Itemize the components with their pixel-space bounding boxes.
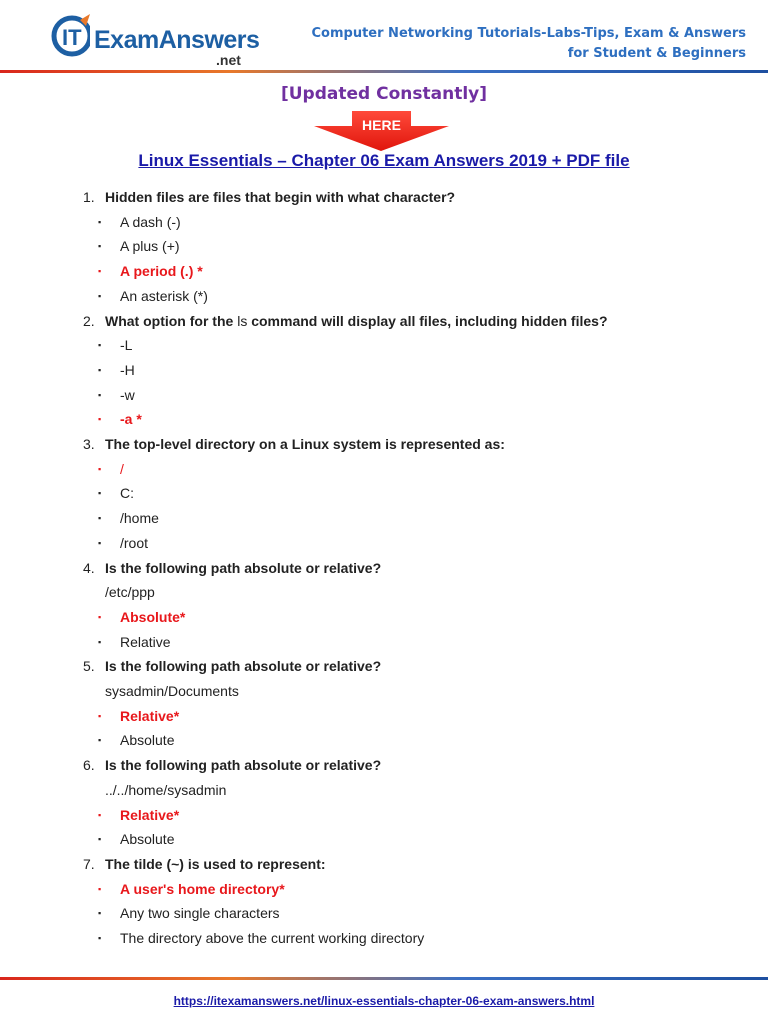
question-list xyxy=(80,185,720,951)
option-text: Any two single characters xyxy=(120,905,280,922)
question-4 xyxy=(80,556,720,581)
question-text-end: command will display all files, including hidden files? xyxy=(247,312,608,329)
option-text: /root xyxy=(120,534,149,551)
title-link[interactable]: Linux Essentials – Chapter 06 Exam Answers 2019 + PDF file xyxy=(138,151,630,170)
question-text: Is the following path absolute or relative? xyxy=(105,559,382,576)
correct-answer-option xyxy=(80,877,720,902)
question-command: ls xyxy=(237,312,248,329)
square-bullet-icon: ▪ xyxy=(98,710,102,721)
square-bullet-icon: ▪ xyxy=(98,611,102,622)
question-stem: /etc/ppp xyxy=(105,584,155,601)
answer-option xyxy=(80,827,720,852)
option-text: An asterisk (*) xyxy=(120,287,208,304)
logo-it-text: IT xyxy=(62,25,82,50)
option-text: -L xyxy=(120,337,133,354)
square-bullet-icon: ▪ xyxy=(98,513,102,524)
answer-option xyxy=(80,383,720,408)
square-bullet-icon: ▪ xyxy=(98,735,102,746)
option-text: -a * xyxy=(120,411,142,428)
question-text: The top-level directory on a Linux system is represented as: xyxy=(105,436,505,453)
answer-option xyxy=(80,506,720,531)
option-text: /home xyxy=(120,510,159,527)
square-bullet-icon: ▪ xyxy=(98,216,102,227)
option-text: A period (.) * xyxy=(120,263,203,280)
correct-answer-option xyxy=(80,605,720,630)
answer-option xyxy=(80,901,720,926)
question-text: Is the following path absolute or relative? xyxy=(105,757,382,774)
square-bullet-icon: ▪ xyxy=(98,636,102,647)
option-text: C: xyxy=(120,485,134,502)
question-text: Is the following path absolute or relative? xyxy=(105,658,382,675)
question-stem: sysadmin/Documents xyxy=(105,683,239,700)
question-number: 6. xyxy=(83,757,95,774)
correct-answer-option xyxy=(80,457,720,482)
question-5 xyxy=(80,654,720,679)
question-text: What option for the xyxy=(105,312,238,329)
option-text: / xyxy=(120,460,124,477)
square-bullet-icon: ▪ xyxy=(98,414,102,425)
option-text: -H xyxy=(120,361,135,378)
question-number: 3. xyxy=(83,436,95,453)
question-stem: ../../home/sysadmin xyxy=(105,781,227,798)
question-1 xyxy=(80,185,720,210)
footer-url-link[interactable]: https://itexamanswers.net/linux-essentials-chapter-06-exam-answers.html xyxy=(173,994,595,1008)
square-bullet-icon: ▪ xyxy=(98,389,102,400)
logo-suffix-text: .net xyxy=(216,52,241,68)
square-bullet-icon: ▪ xyxy=(98,809,102,820)
square-bullet-icon: ▪ xyxy=(98,883,102,894)
footer-divider xyxy=(0,977,768,980)
square-bullet-icon: ▪ xyxy=(98,290,102,301)
answer-option xyxy=(80,210,720,235)
site-tagline xyxy=(312,24,746,64)
square-bullet-icon: ▪ xyxy=(98,933,102,944)
question-number: 2. xyxy=(83,312,95,329)
option-text: A plus (+) xyxy=(120,238,180,255)
tagline-line-1: Computer Networking Tutorials-Labs-Tips, Exam & Answers xyxy=(311,26,746,41)
answer-option xyxy=(80,926,720,951)
answer-option xyxy=(80,630,720,655)
square-bullet-icon: ▪ xyxy=(98,364,102,375)
square-bullet-icon: ▪ xyxy=(98,488,102,499)
question-number: 5. xyxy=(83,658,95,675)
correct-answer-option xyxy=(80,803,720,828)
logo-brand-text: ExamAnswers xyxy=(94,26,260,54)
footer xyxy=(0,992,768,1010)
square-bullet-icon: ▪ xyxy=(98,340,102,351)
correct-answer-option xyxy=(80,407,720,432)
option-text: -w xyxy=(120,386,135,403)
updated-banner: [Updated Constantly] xyxy=(280,84,487,104)
question-2 xyxy=(80,309,720,334)
answer-option xyxy=(80,728,720,753)
square-bullet-icon: ▪ xyxy=(98,908,102,919)
option-text: Absolute xyxy=(120,831,175,848)
option-text: Absolute* xyxy=(120,608,186,625)
here-arrow[interactable] xyxy=(314,111,449,151)
option-text: A dash (-) xyxy=(120,213,181,230)
question-number: 4. xyxy=(83,559,95,576)
question-3 xyxy=(80,432,720,457)
option-text: A user's home directory* xyxy=(120,880,285,897)
tagline-line-2: for Student & Beginners xyxy=(567,46,746,61)
site-logo[interactable] xyxy=(50,14,260,70)
option-text: Relative* xyxy=(120,707,180,724)
answer-option xyxy=(80,358,720,383)
page-title xyxy=(0,151,768,171)
question-6 xyxy=(80,753,720,778)
answer-option xyxy=(80,333,720,358)
question-number: 1. xyxy=(83,189,95,205)
square-bullet-icon: ▪ xyxy=(98,537,102,548)
question-7 xyxy=(80,852,720,877)
answer-option xyxy=(80,481,720,506)
question-text: The tilde (~) is used to represent: xyxy=(105,855,326,872)
question-text: Hidden files are files that begin with what character? xyxy=(105,189,456,205)
question-number: 7. xyxy=(83,855,95,872)
header-divider xyxy=(0,70,768,73)
it-logo-icon xyxy=(50,14,90,58)
square-bullet-icon: ▪ xyxy=(98,834,102,845)
arrow-label: HERE xyxy=(362,117,401,133)
page-header xyxy=(0,0,768,75)
option-text: Relative xyxy=(120,633,171,650)
option-text: Absolute xyxy=(120,732,175,749)
option-text: Relative* xyxy=(120,806,180,823)
answer-option xyxy=(80,234,720,259)
correct-answer-option xyxy=(80,259,720,284)
square-bullet-icon: ▪ xyxy=(98,266,102,277)
square-bullet-icon: ▪ xyxy=(98,463,102,474)
answer-option xyxy=(80,284,720,309)
square-bullet-icon: ▪ xyxy=(98,241,102,252)
correct-answer-option xyxy=(80,704,720,729)
answer-option xyxy=(80,531,720,556)
option-text: The directory above the current working directory xyxy=(120,930,425,947)
